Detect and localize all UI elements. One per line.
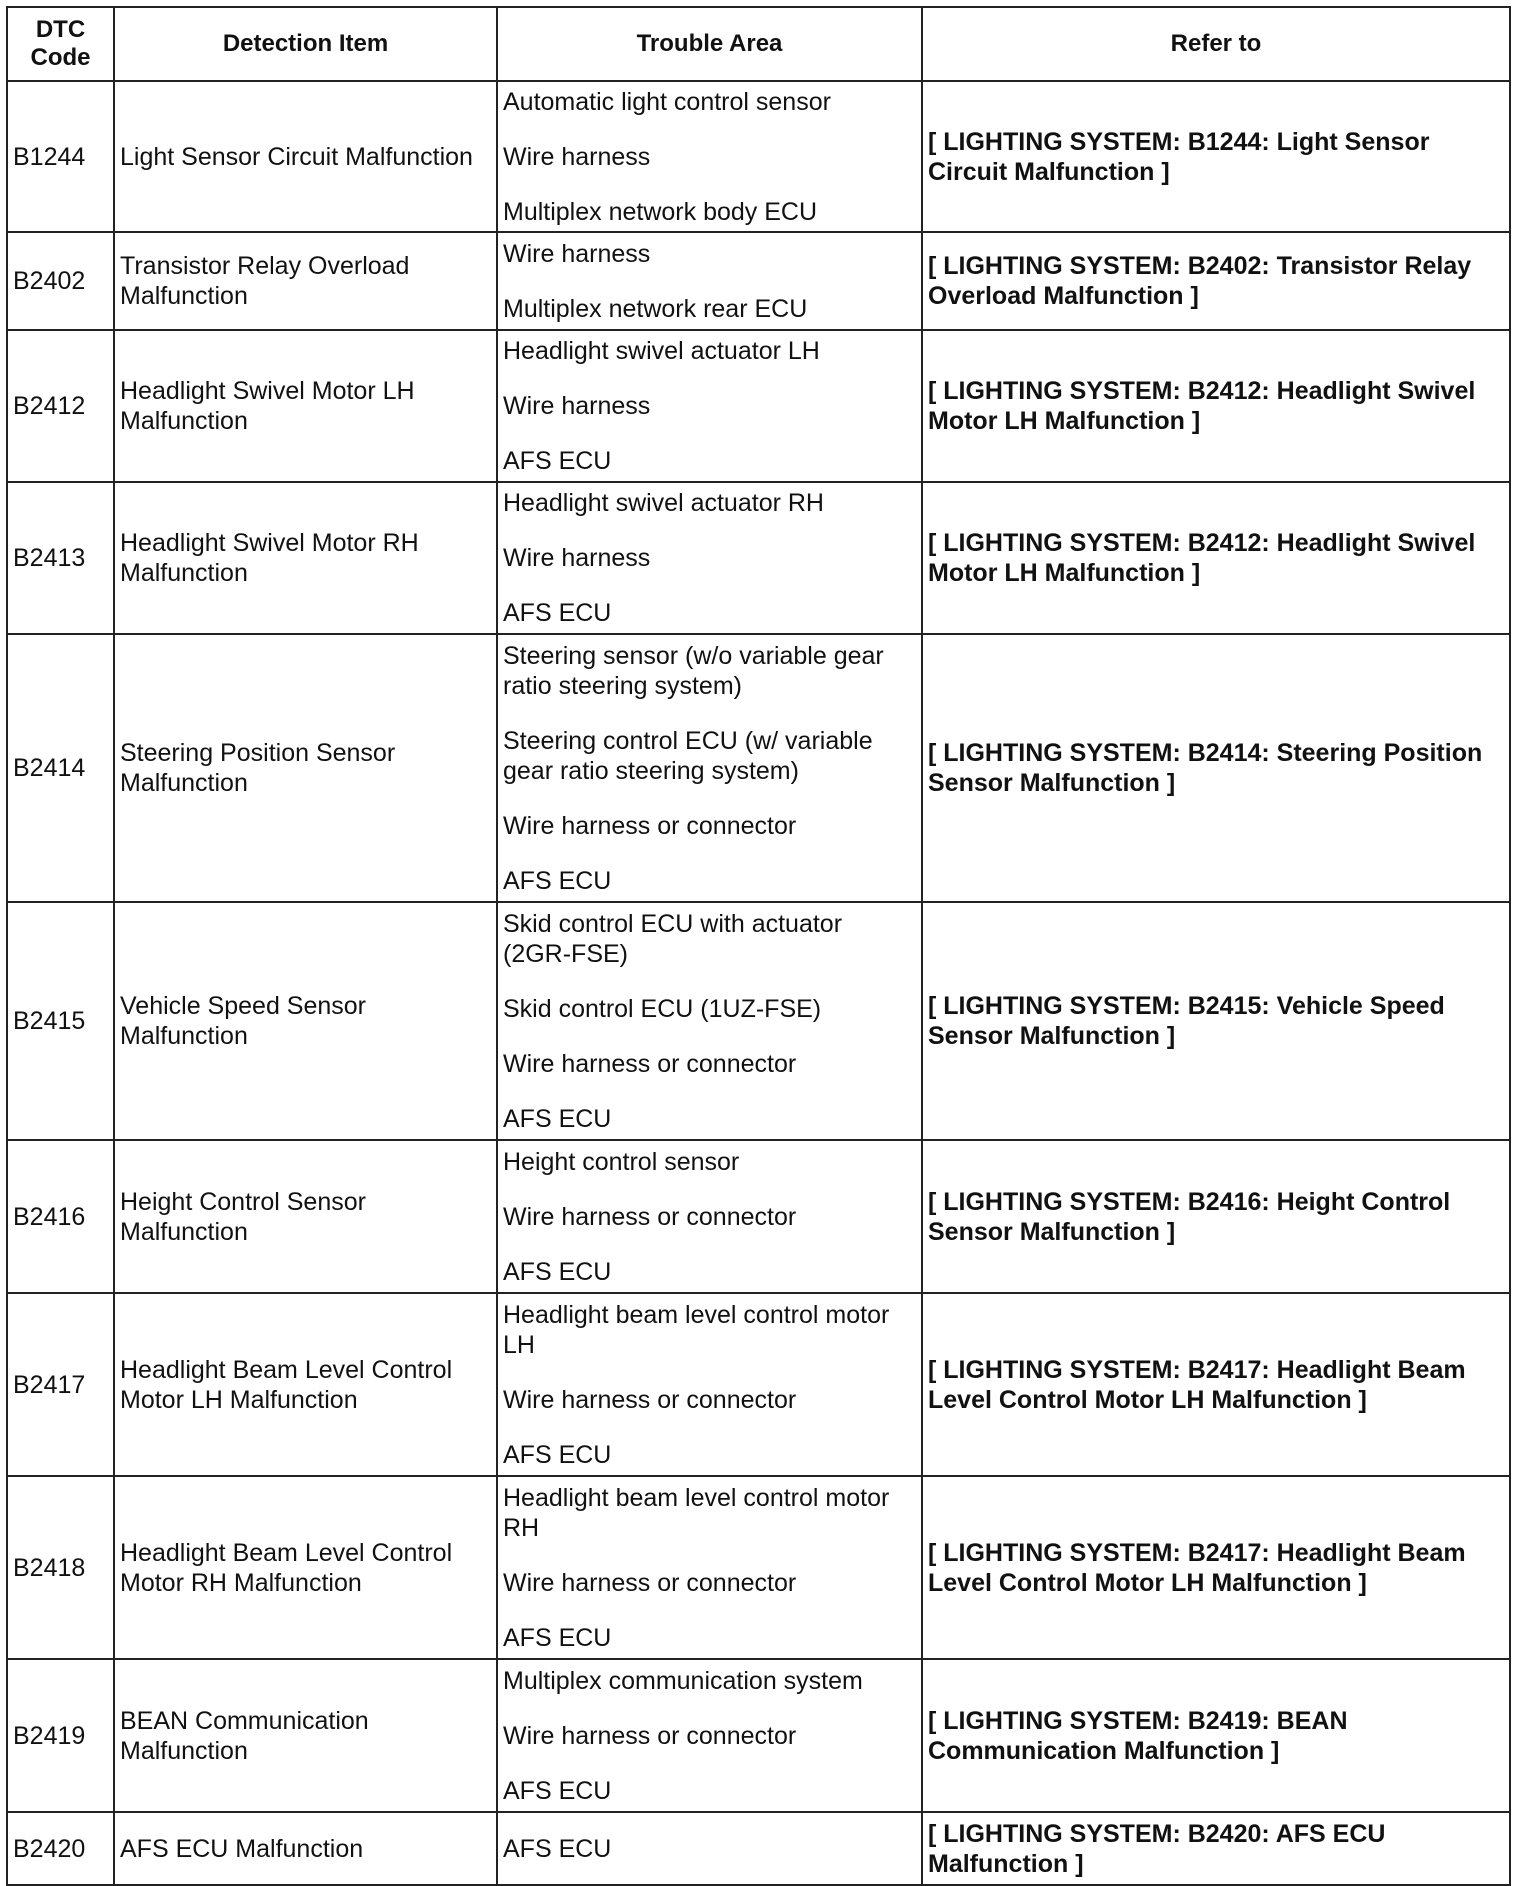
- table-row: [7, 1812, 1510, 1885]
- trouble-area-item: Wire harness: [503, 544, 651, 572]
- trouble-area-cell: [497, 634, 922, 902]
- trouble-area-item: Wire harness: [503, 392, 651, 420]
- dtc-code-cell: B2415: [7, 902, 114, 1140]
- trouble-area-cell: [497, 1476, 922, 1659]
- trouble-area-item: Wire harness or connector: [503, 1049, 797, 1078]
- trouble-area-item: Skid control ECU with actuator (2GR-FSE): [503, 909, 843, 968]
- detection-item-cell: Headlight Swivel Motor LH Malfunction: [114, 330, 497, 482]
- trouble-area-cell: [497, 232, 922, 330]
- refer-to-link[interactable]: [ LIGHTING SYSTEM: B1244: Light Sensor Circuit Malfunction ]: [922, 81, 1510, 232]
- table-row: [7, 81, 1510, 232]
- trouble-area-item: Wire harness or connector: [503, 1568, 797, 1597]
- dtc-code-cell: B1244: [7, 81, 114, 232]
- refer-to-link[interactable]: [ LIGHTING SYSTEM: B2412: Headlight Swivel Motor LH Malfunction ]: [922, 482, 1510, 634]
- header-dtc-code-line2: Code: [30, 44, 91, 71]
- trouble-area-item: Multiplex network rear ECU: [503, 294, 808, 323]
- trouble-area-item: AFS ECU: [503, 1776, 612, 1805]
- trouble-area-item: Height control sensor: [503, 1147, 740, 1176]
- refer-to-link[interactable]: [ LIGHTING SYSTEM: B2417: Headlight Beam Level Control Motor LH Malfunction ]: [922, 1476, 1510, 1659]
- trouble-area-cell: [497, 330, 922, 482]
- trouble-area-item: Multiplex communication system: [503, 1666, 863, 1695]
- trouble-area-cell: [497, 1659, 922, 1812]
- trouble-area-item: AFS ECU: [503, 1834, 612, 1863]
- table-row: [7, 482, 1510, 634]
- header-dtc-code-line1: DTC: [35, 16, 86, 43]
- table-row: [7, 902, 1510, 1140]
- trouble-area-item: Steering sensor (w/o variable gear ratio steering system): [503, 641, 884, 700]
- refer-to-link[interactable]: [ LIGHTING SYSTEM: B2415: Vehicle Speed Sensor Malfunction ]: [922, 902, 1510, 1140]
- trouble-area-item: AFS ECU: [503, 1257, 612, 1286]
- dtc-table: [6, 6, 1511, 1886]
- refer-to-link[interactable]: [ LIGHTING SYSTEM: B2417: Headlight Beam Level Control Motor LH Malfunction ]: [922, 1293, 1510, 1476]
- trouble-area-item: Wire harness or connector: [503, 1721, 797, 1750]
- trouble-area-item: AFS ECU: [503, 1440, 612, 1469]
- detection-item-cell: AFS ECU Malfunction: [114, 1812, 497, 1885]
- header-refer-to: Refer to: [922, 7, 1510, 81]
- dtc-code-cell: B2419: [7, 1659, 114, 1812]
- refer-to-link[interactable]: [ LIGHTING SYSTEM: B2416: Height Control Sensor Malfunction ]: [922, 1140, 1510, 1293]
- header-detection-item: Detection Item: [114, 7, 497, 81]
- trouble-area-item: Headlight swivel actuator LH: [503, 337, 820, 365]
- trouble-area-cell: [497, 902, 922, 1140]
- trouble-area-item: Automatic light control sensor: [503, 87, 831, 116]
- trouble-area-item: Wire harness: [503, 142, 651, 171]
- trouble-area-item: Headlight beam level control motor LH: [503, 1300, 890, 1359]
- table-row: [7, 1476, 1510, 1659]
- refer-to-link[interactable]: [ LIGHTING SYSTEM: B2419: BEAN Communication Malfunction ]: [922, 1659, 1510, 1812]
- trouble-area-item: Wire harness: [503, 239, 651, 268]
- detection-item-cell: Headlight Beam Level Control Motor LH Malfunction: [114, 1293, 497, 1476]
- table-body: [7, 81, 1510, 1885]
- refer-to-link[interactable]: [ LIGHTING SYSTEM: B2420: AFS ECU Malfunction ]: [922, 1812, 1510, 1885]
- trouble-area-cell: [497, 1140, 922, 1293]
- dtc-code-cell: B2412: [7, 330, 114, 482]
- dtc-code-cell: B2416: [7, 1140, 114, 1293]
- detection-item-cell: Steering Position Sensor Malfunction: [114, 634, 497, 902]
- header-trouble-area: Trouble Area: [497, 7, 922, 81]
- trouble-area-item: AFS ECU: [503, 447, 612, 475]
- dtc-code-cell: B2413: [7, 482, 114, 634]
- trouble-area-item: Wire harness or connector: [503, 1385, 797, 1414]
- dtc-code-cell: B2418: [7, 1476, 114, 1659]
- refer-to-link[interactable]: [ LIGHTING SYSTEM: B2414: Steering Position Sensor Malfunction ]: [922, 634, 1510, 902]
- detection-item-cell: Headlight Beam Level Control Motor RH Malfunction: [114, 1476, 497, 1659]
- trouble-area-cell: [497, 81, 922, 232]
- trouble-area-item: AFS ECU: [503, 866, 612, 895]
- trouble-area-item: Steering control ECU (w/ variable gear ratio steering system): [503, 726, 873, 785]
- dtc-code-cell: B2414: [7, 634, 114, 902]
- header-dtc-code: [7, 7, 114, 81]
- dtc-code-cell: B2417: [7, 1293, 114, 1476]
- detection-item-cell: Headlight Swivel Motor RH Malfunction: [114, 482, 497, 634]
- trouble-area-item: Wire harness or connector: [503, 1202, 797, 1231]
- table-row: [7, 634, 1510, 902]
- header-row: [7, 7, 1510, 81]
- refer-to-link[interactable]: [ LIGHTING SYSTEM: B2412: Headlight Swivel Motor LH Malfunction ]: [922, 330, 1510, 482]
- table-header: [7, 7, 1510, 81]
- table-row: [7, 1293, 1510, 1476]
- trouble-area-item: Headlight beam level control motor RH: [503, 1483, 890, 1542]
- detection-item-cell: Transistor Relay Overload Malfunction: [114, 232, 497, 330]
- dtc-code-cell: B2402: [7, 232, 114, 330]
- trouble-area-item: Headlight swivel actuator RH: [503, 489, 824, 517]
- trouble-area-cell: [497, 482, 922, 634]
- table-row: [7, 330, 1510, 482]
- trouble-area-cell: [497, 1293, 922, 1476]
- detection-item-cell: Height Control Sensor Malfunction: [114, 1140, 497, 1293]
- table-row: [7, 232, 1510, 330]
- trouble-area-cell: [497, 1812, 922, 1885]
- trouble-area-item: Wire harness or connector: [503, 811, 797, 840]
- detection-item-cell: Light Sensor Circuit Malfunction: [114, 81, 497, 232]
- trouble-area-item: AFS ECU: [503, 599, 612, 627]
- trouble-area-item: AFS ECU: [503, 1104, 612, 1133]
- trouble-area-item: AFS ECU: [503, 1623, 612, 1652]
- dtc-code-cell: B2420: [7, 1812, 114, 1885]
- table-row: [7, 1140, 1510, 1293]
- detection-item-cell: BEAN Communication Malfunction: [114, 1659, 497, 1812]
- trouble-area-item: Multiplex network body ECU: [503, 197, 818, 226]
- table-row: [7, 1659, 1510, 1812]
- detection-item-cell: Vehicle Speed Sensor Malfunction: [114, 902, 497, 1140]
- refer-to-link[interactable]: [ LIGHTING SYSTEM: B2402: Transistor Relay Overload Malfunction ]: [922, 232, 1510, 330]
- trouble-area-item: Skid control ECU (1UZ-FSE): [503, 994, 822, 1023]
